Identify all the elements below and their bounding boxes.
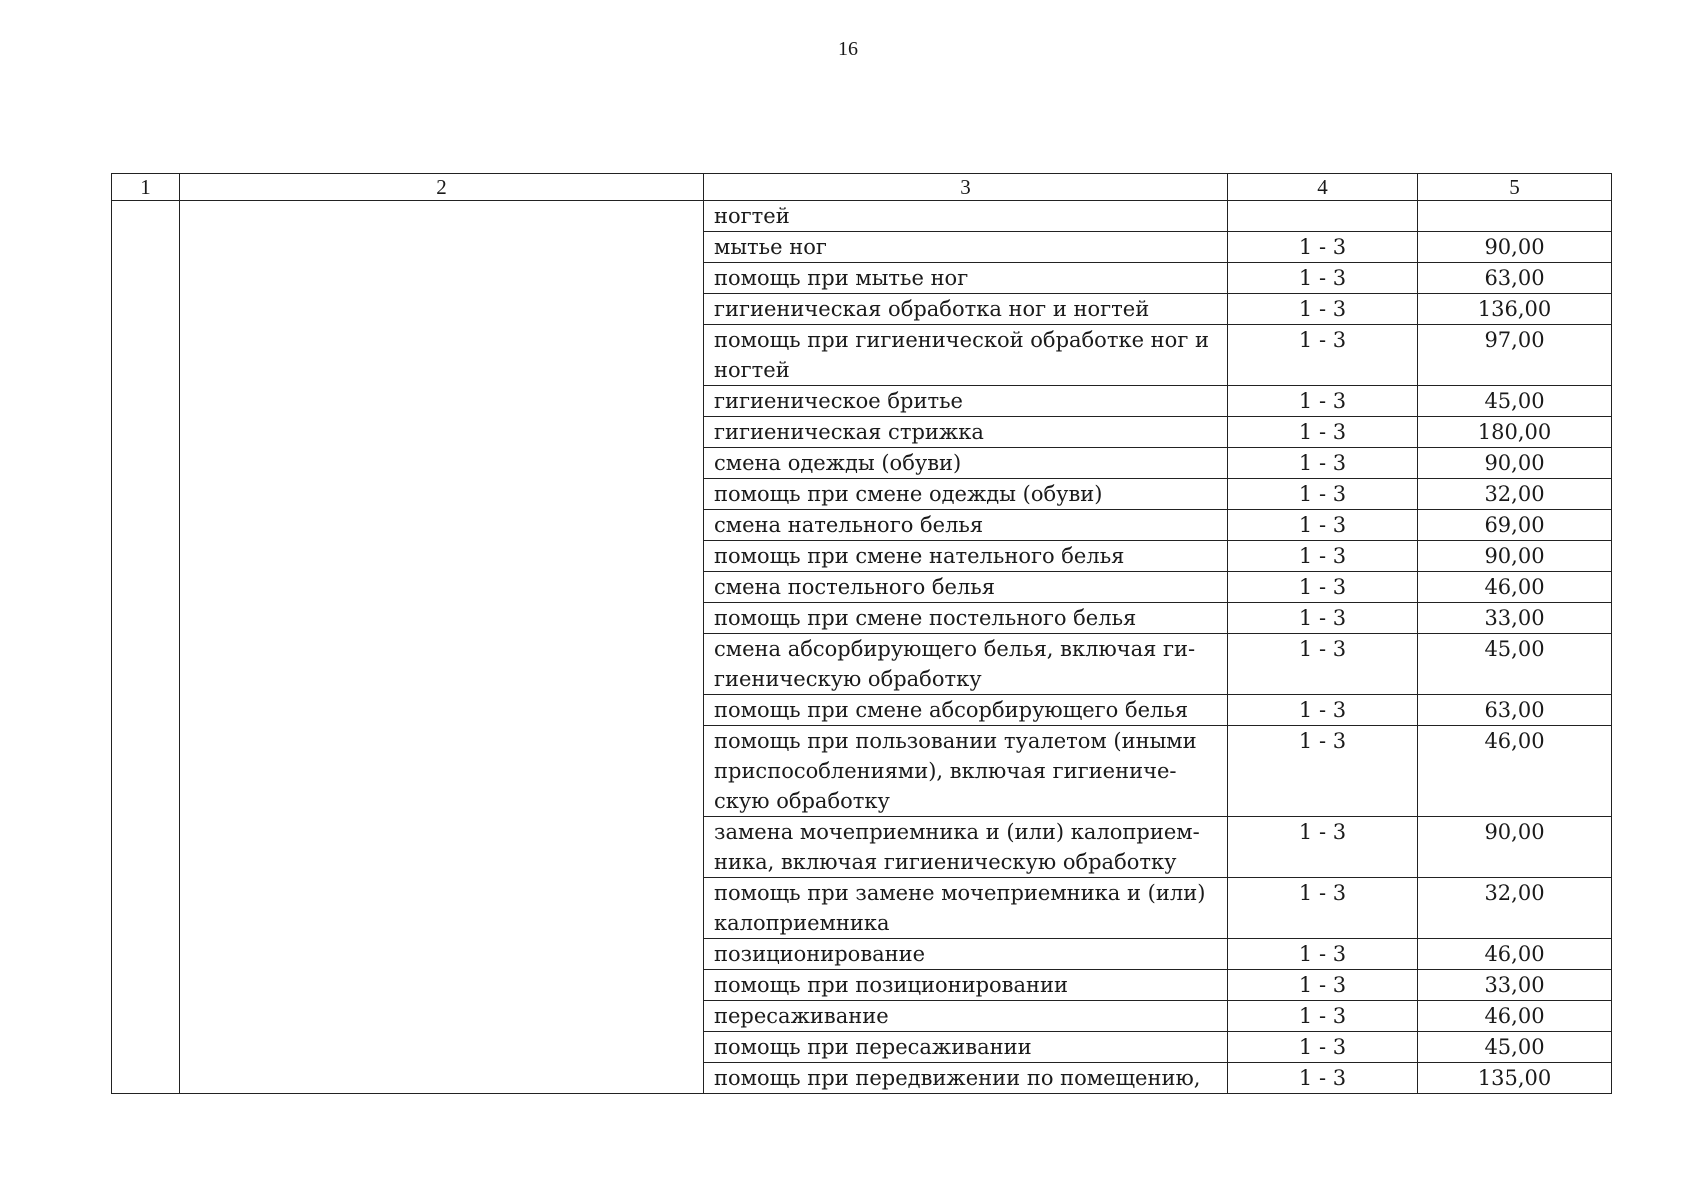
- price-cell: 97,00: [1418, 325, 1612, 386]
- service-cell: помощь при смене нательного белья: [704, 541, 1228, 572]
- frequency-cell: 1 - 3: [1228, 1063, 1418, 1094]
- service-cell: гигиеническая стрижка: [704, 417, 1228, 448]
- header-col-4: 4: [1228, 174, 1418, 201]
- page-number: 16: [838, 38, 858, 60]
- header-col-3: 3: [704, 174, 1228, 201]
- frequency-cell: 1 - 3: [1228, 939, 1418, 970]
- service-cell: гигиеническое бритье: [704, 386, 1228, 417]
- frequency-cell: 1 - 3: [1228, 572, 1418, 603]
- frequency-cell: 1 - 3: [1228, 695, 1418, 726]
- price-cell: 46,00: [1418, 572, 1612, 603]
- service-cell: помощь при смене абсорбирующего белья: [704, 695, 1228, 726]
- price-cell: 46,00: [1418, 1001, 1612, 1032]
- price-cell: 45,00: [1418, 634, 1612, 695]
- col-1-cell: [112, 201, 180, 1094]
- service-cell: смена постельного белья: [704, 572, 1228, 603]
- price-cell: 90,00: [1418, 232, 1612, 263]
- col-2-cell: [180, 201, 704, 1094]
- service-cell: ногтей: [704, 201, 1228, 232]
- price-cell: 63,00: [1418, 695, 1612, 726]
- header-row: [112, 174, 1612, 201]
- table-row: [112, 201, 1612, 232]
- service-cell: замена мочеприемника и (или) калоприем-ника, включая гигиеническую обработку: [704, 817, 1228, 878]
- frequency-cell: 1 - 3: [1228, 417, 1418, 448]
- frequency-cell: 1 - 3: [1228, 970, 1418, 1001]
- frequency-cell: 1 - 3: [1228, 634, 1418, 695]
- price-cell: 33,00: [1418, 603, 1612, 634]
- service-cell: пересаживание: [704, 1001, 1228, 1032]
- price-cell: 46,00: [1418, 726, 1612, 817]
- service-cell: помощь при мытье ног: [704, 263, 1228, 294]
- price-cell: 63,00: [1418, 263, 1612, 294]
- frequency-cell: 1 - 3: [1228, 325, 1418, 386]
- service-cell: смена абсорбирующего белья, включая ги-гиеническую обработку: [704, 634, 1228, 695]
- header-col-1: 1: [112, 174, 180, 201]
- service-cell: помощь при пересаживании: [704, 1032, 1228, 1063]
- service-cell: помощь при смене постельного белья: [704, 603, 1228, 634]
- price-cell: 180,00: [1418, 417, 1612, 448]
- frequency-cell: 1 - 3: [1228, 294, 1418, 325]
- frequency-cell: [1228, 201, 1418, 232]
- frequency-cell: 1 - 3: [1228, 479, 1418, 510]
- frequency-cell: 1 - 3: [1228, 603, 1418, 634]
- service-cell: смена одежды (обуви): [704, 448, 1228, 479]
- service-cell: помощь при смене одежды (обуви): [704, 479, 1228, 510]
- service-cell: позиционирование: [704, 939, 1228, 970]
- price-cell: 33,00: [1418, 970, 1612, 1001]
- price-cell: 45,00: [1418, 386, 1612, 417]
- price-cell: 136,00: [1418, 294, 1612, 325]
- service-cell: помощь при пользовании туалетом (иными приспособлениями), включая гигиениче-скую обработку: [704, 726, 1228, 817]
- frequency-cell: 1 - 3: [1228, 386, 1418, 417]
- service-cell: помощь при передвижении по помещению,: [704, 1063, 1228, 1094]
- price-cell: 32,00: [1418, 479, 1612, 510]
- price-cell: 45,00: [1418, 1032, 1612, 1063]
- service-cell: смена нательного белья: [704, 510, 1228, 541]
- frequency-cell: 1 - 3: [1228, 1032, 1418, 1063]
- service-cell: помощь при замене мочеприемника и (или) калоприемника: [704, 878, 1228, 939]
- price-cell: 32,00: [1418, 878, 1612, 939]
- frequency-cell: 1 - 3: [1228, 878, 1418, 939]
- frequency-cell: 1 - 3: [1228, 448, 1418, 479]
- table-body: [112, 201, 1612, 1094]
- frequency-cell: 1 - 3: [1228, 1001, 1418, 1032]
- frequency-cell: 1 - 3: [1228, 726, 1418, 817]
- frequency-cell: 1 - 3: [1228, 817, 1418, 878]
- price-cell: 69,00: [1418, 510, 1612, 541]
- price-cell: [1418, 201, 1612, 232]
- frequency-cell: 1 - 3: [1228, 263, 1418, 294]
- frequency-cell: 1 - 3: [1228, 541, 1418, 572]
- services-table: [111, 173, 1612, 1094]
- price-cell: 90,00: [1418, 541, 1612, 572]
- price-cell: 46,00: [1418, 939, 1612, 970]
- price-cell: 90,00: [1418, 448, 1612, 479]
- service-cell: гигиеническая обработка ног и ногтей: [704, 294, 1228, 325]
- price-cell: 90,00: [1418, 817, 1612, 878]
- frequency-cell: 1 - 3: [1228, 510, 1418, 541]
- header-col-2: 2: [180, 174, 704, 201]
- header-col-5: 5: [1418, 174, 1612, 201]
- price-cell: 135,00: [1418, 1063, 1612, 1094]
- service-cell: помощь при гигиенической обработке ног и ногтей: [704, 325, 1228, 386]
- service-cell: помощь при позиционировании: [704, 970, 1228, 1001]
- service-cell: мытье ног: [704, 232, 1228, 263]
- frequency-cell: 1 - 3: [1228, 232, 1418, 263]
